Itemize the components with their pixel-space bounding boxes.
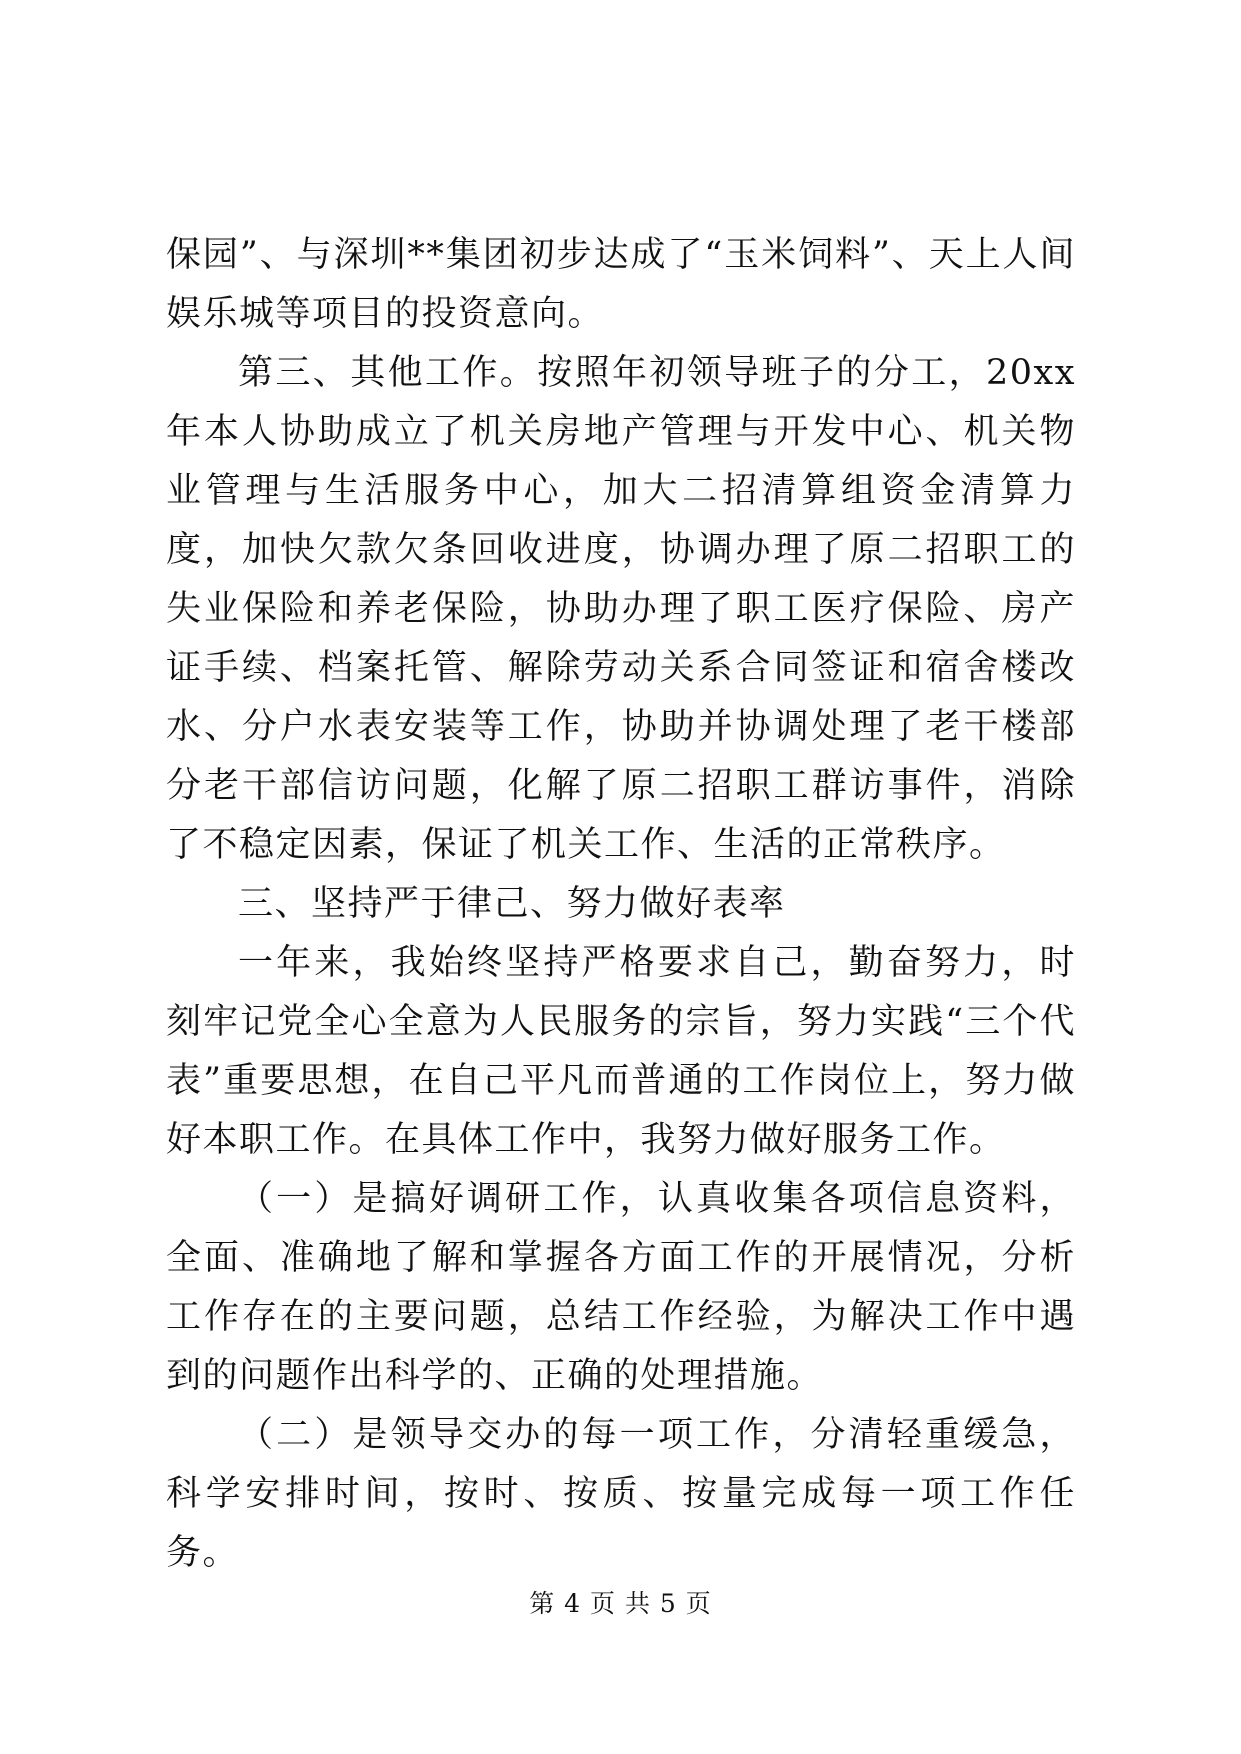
section-heading-self-discipline: 三、坚持严于律己、努力做好表率: [238, 884, 786, 924]
paragraph-other-work: 第三、其他工作。按照年初领导班子的分工，20xx 年本人协助成立了机关房地产管理与开发中心、机关物业管理与生活服务中心，加大二招清算组资金清算力度，加快欠款欠条回收进度，协调办理了原二招职工的失业保险和养老保险，协助办理了职工医疗保险、房产证手续、档案托管、解除劳动关系合同签证和宿舍楼改水、分户水表安装等工作，协助并协调处理了老干楼部分老干部信访问题，化解了原二招职工群访事件，消除了不稳定因素，保证了机关工作、生活的正常秩序。: [166, 353, 1076, 865]
document-body: [166, 226, 1076, 1583]
list-item-research: （一）是搞好调研工作，认真收集各项信息资料，全面、准确地了解和掌握各方面工作的开展情况，分析工作存在的主要问题，总结工作经验，为解决工作中遇到的问题作出科学的、正确的处理措施。: [166, 1179, 1076, 1396]
page-number-footer: 第 4 页 共 5 页: [529, 1589, 712, 1618]
paragraph-year-summary: 一年来，我始终坚持严格要求自己，勤奋努力，时刻牢记党全心全意为人民服务的宗旨，努力实践“三个代表”重要思想，在自己平凡而普通的工作岗位上，努力做好本职工作。在具体工作中，我努力做好服务工作。: [166, 943, 1076, 1160]
paragraph-continued: 保园”、与深圳**集团初步达成了“玉米饲料”、天上人间娱乐城等项目的投资意向。: [166, 235, 1076, 334]
list-item-assigned-tasks: （二）是领导交办的每一项工作，分清轻重缓急，科学安排时间，按时、按质、按量完成每一项工作任务。: [166, 1415, 1076, 1573]
